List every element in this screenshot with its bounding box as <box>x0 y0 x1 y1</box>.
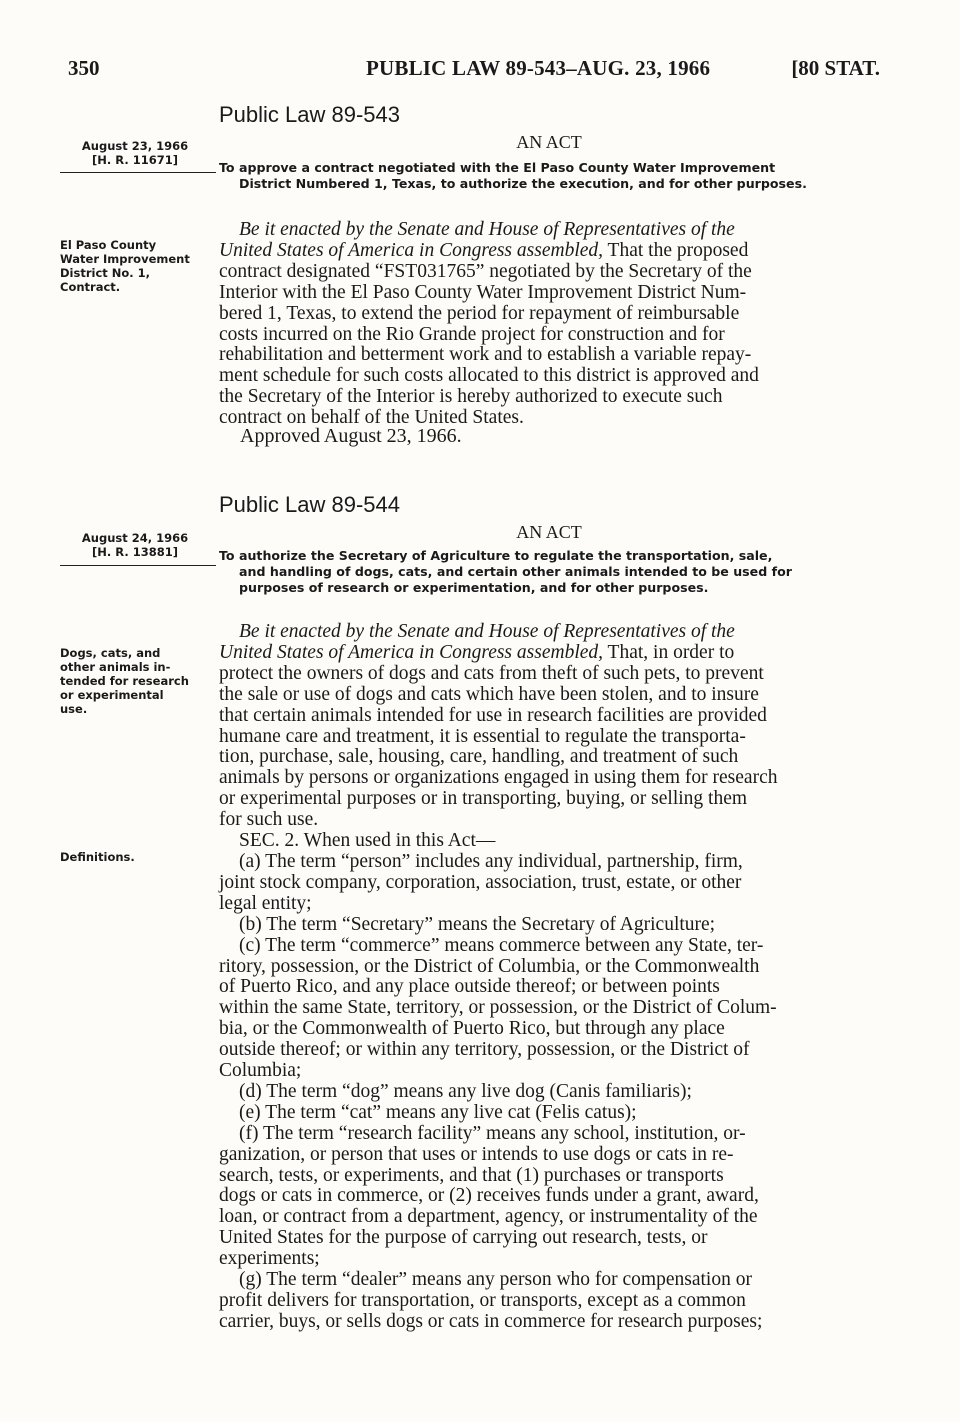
law2-side-note-line: tended for research <box>60 674 189 688</box>
running-title: PUBLIC LAW 89-543–AUG. 23, 1966 <box>366 56 711 80</box>
law1-act-heading: AN ACT <box>516 132 582 152</box>
law1-body-text: That the proposed <box>603 239 749 261</box>
law1-title: Public Law 89-543 <box>219 102 401 127</box>
law1-enacting-line <box>219 241 883 262</box>
law1-approved: Approved August 23, 1966. <box>240 425 462 447</box>
law1-side-note-line: Water Improvement <box>60 252 190 266</box>
law2-section-line: ganization, or person that uses or intends to use dogs or cats in re- <box>219 1143 734 1165</box>
page-number: 350 <box>68 56 100 80</box>
law2-section-line: loan, or contract from a department, agency, or instrumentality of the <box>219 1206 758 1228</box>
law1-enacting-italic: Be it enacted by the Senate and House of Representatives of the <box>239 219 735 240</box>
law2-side-note-line: use. <box>60 702 88 716</box>
law1-margin-rule <box>60 172 216 173</box>
law2-section-line: within the same State, territory, or possession, or the District of Colum- <box>219 997 777 1019</box>
law1-side-note-line: Contract. <box>60 280 121 294</box>
law1-body-line: contract on behalf of the United States. <box>219 407 524 429</box>
law2-definitions-label: Definitions. <box>60 850 135 864</box>
law2-body-text: That, in order to <box>603 641 735 663</box>
law2-margin-bill: [H. R. 13881] <box>92 545 178 559</box>
law2-purpose-line: purposes of research or experimentation, and for other purposes. <box>239 580 709 595</box>
law2-section-line: outside thereof; or within any territory, possession, or the District of <box>219 1039 750 1061</box>
law1-body-line: ment schedule for such costs allocated to this district is approved and <box>219 365 759 387</box>
law1-purpose-line: District Numbered 1, Texas, to authorize the execution, and for other purposes. <box>239 176 807 191</box>
running-header <box>68 56 880 90</box>
law1-body-line: rehabilitation and betterment work and to establish a variable repay- <box>219 344 752 366</box>
law2-body-line: that certain animals intended for use in research facilities are provided <box>219 704 767 726</box>
law2-side-note-line: other animals in- <box>60 660 171 674</box>
law2-body-line: or experimental purposes or in transporting, buying, or selling them <box>219 788 748 810</box>
law2-purpose-line: and handling of dogs, cats, and certain other animals intended to be used for <box>239 564 792 579</box>
law1-margin-date: August 23, 1966 <box>81 139 189 153</box>
law1-side-note <box>60 238 210 294</box>
law1-enacting-italic: United States of America in Congress assembled, <box>219 239 604 261</box>
law2-body-line: humane care and treatment, it is essential to regulate the transporta- <box>219 725 746 747</box>
law2-section-line: of Puerto Rico, and any place outside thereof; or between points <box>219 976 720 998</box>
law2-section-line: profit delivers for transportation, or transports, except as a common <box>219 1290 746 1311</box>
law2-section-line: carrier, buys, or sells dogs or cats in commerce for research purposes; <box>219 1310 763 1332</box>
law2-body-line: for such use. <box>219 809 319 831</box>
law1-body-line: the Secretary of the Interior is hereby authorized to execute such <box>219 386 723 408</box>
law2-section-line: (b) The term “Secretary” means the Secretary of Agriculture; <box>239 913 716 935</box>
law2-section-line: (f) The term “research facility” means any school, institution, or- <box>239 1122 746 1144</box>
law2-margin-citation <box>60 531 210 559</box>
law2-body-line: the sale or use of dogs and cats which have been stolen, and to insure <box>219 683 759 705</box>
law2-purpose <box>219 548 879 596</box>
law2-side-note-line: Dogs, cats, and <box>60 646 161 660</box>
law2-body <box>219 622 883 1333</box>
law2-section-line: Columbia; <box>219 1060 302 1082</box>
law2-section-line: (d) The term “dog” means any live dog (Canis familiaris); <box>239 1080 692 1102</box>
law2-margin-date: August 24, 1966 <box>81 531 189 545</box>
law1-margin-citation <box>60 139 210 167</box>
law2-purpose-line: To authorize the Secretary of Agriculture to regulate the transportation, sale, <box>219 548 773 563</box>
law2-section-line: (e) The term “cat” means any live cat (Felis catus); <box>239 1101 637 1123</box>
law2-enacting-line <box>219 622 883 643</box>
law2-body-line: animals by persons or organizations engaged in using them for research <box>219 767 778 789</box>
law2-section-line: (c) The term “commerce” means commerce between any State, ter- <box>239 934 764 956</box>
law1-margin-bill: [H. R. 11671] <box>92 153 178 167</box>
law2-section-line: legal entity; <box>219 892 312 914</box>
law2-section-line: United States for the purpose of carrying out research, tests, or <box>219 1227 708 1249</box>
law2-section-line: (g) The term “dealer” means any person who for compensation or <box>239 1269 752 1291</box>
law1-side-note-line: El Paso County <box>60 238 157 252</box>
law2-body-line: protect the owners of dogs and cats from theft of such pets, to prevent <box>219 662 764 684</box>
law2-section-line: ritory, possession, or the District of Columbia, or the Commonwealth <box>219 955 760 977</box>
law2-enacting-line <box>219 643 883 664</box>
law2-body-line: tion, purchase, sale, housing, care, handling, and treatment of such <box>219 746 739 768</box>
law2-definitions-note <box>60 850 210 864</box>
law2-section-line: bia, or the Commonwealth of Puerto Rico, but through any place <box>219 1018 725 1040</box>
law1-purpose-line: To approve a contract negotiated with the El Paso County Water Improvement <box>219 160 776 175</box>
law2-margin-rule <box>60 565 216 566</box>
law2-section-line: experiments; <box>219 1248 320 1270</box>
statute-volume: [80 STAT. <box>791 56 880 80</box>
law1-body-line: costs incurred on the Rio Grande project for construction and for <box>219 323 725 345</box>
law1-body-line: bered 1, Texas, to extend the period for repayment of reimbursable <box>219 302 740 324</box>
law2-side-note <box>60 646 212 716</box>
law2-act-heading: AN ACT <box>516 522 582 542</box>
law2-enacting-italic: Be it enacted by the Senate and House of Representatives of the <box>239 621 735 642</box>
law2-section-line: (a) The term “person” includes any individual, partnership, firm, <box>239 850 743 872</box>
law2-section-line: SEC. 2. When used in this Act— <box>239 830 496 852</box>
law1-purpose <box>219 160 879 192</box>
law2-section-line: dogs or cats in commerce, or (2) receives funds under a grant, award, <box>219 1185 759 1207</box>
law2-title: Public Law 89-544 <box>219 492 401 517</box>
law2-side-note-line: or experimental <box>60 688 164 702</box>
law2-enacting-italic: United States of America in Congress assembled, <box>219 641 604 663</box>
law1-side-note-line: District No. 1, <box>60 266 151 280</box>
law1-body-line: contract designated “FST031765” negotiated by the Secretary of the <box>219 260 752 282</box>
law1-body-line: Interior with the El Paso County Water Improvement District Num- <box>219 281 747 303</box>
law2-section-line: search, tests, or experiments, and that (1) purchases or transports <box>219 1164 724 1186</box>
law2-section-line: joint stock company, corporation, association, trust, estate, or other <box>219 871 742 893</box>
law1-enacting-line <box>219 220 883 241</box>
law1-body <box>219 220 883 429</box>
